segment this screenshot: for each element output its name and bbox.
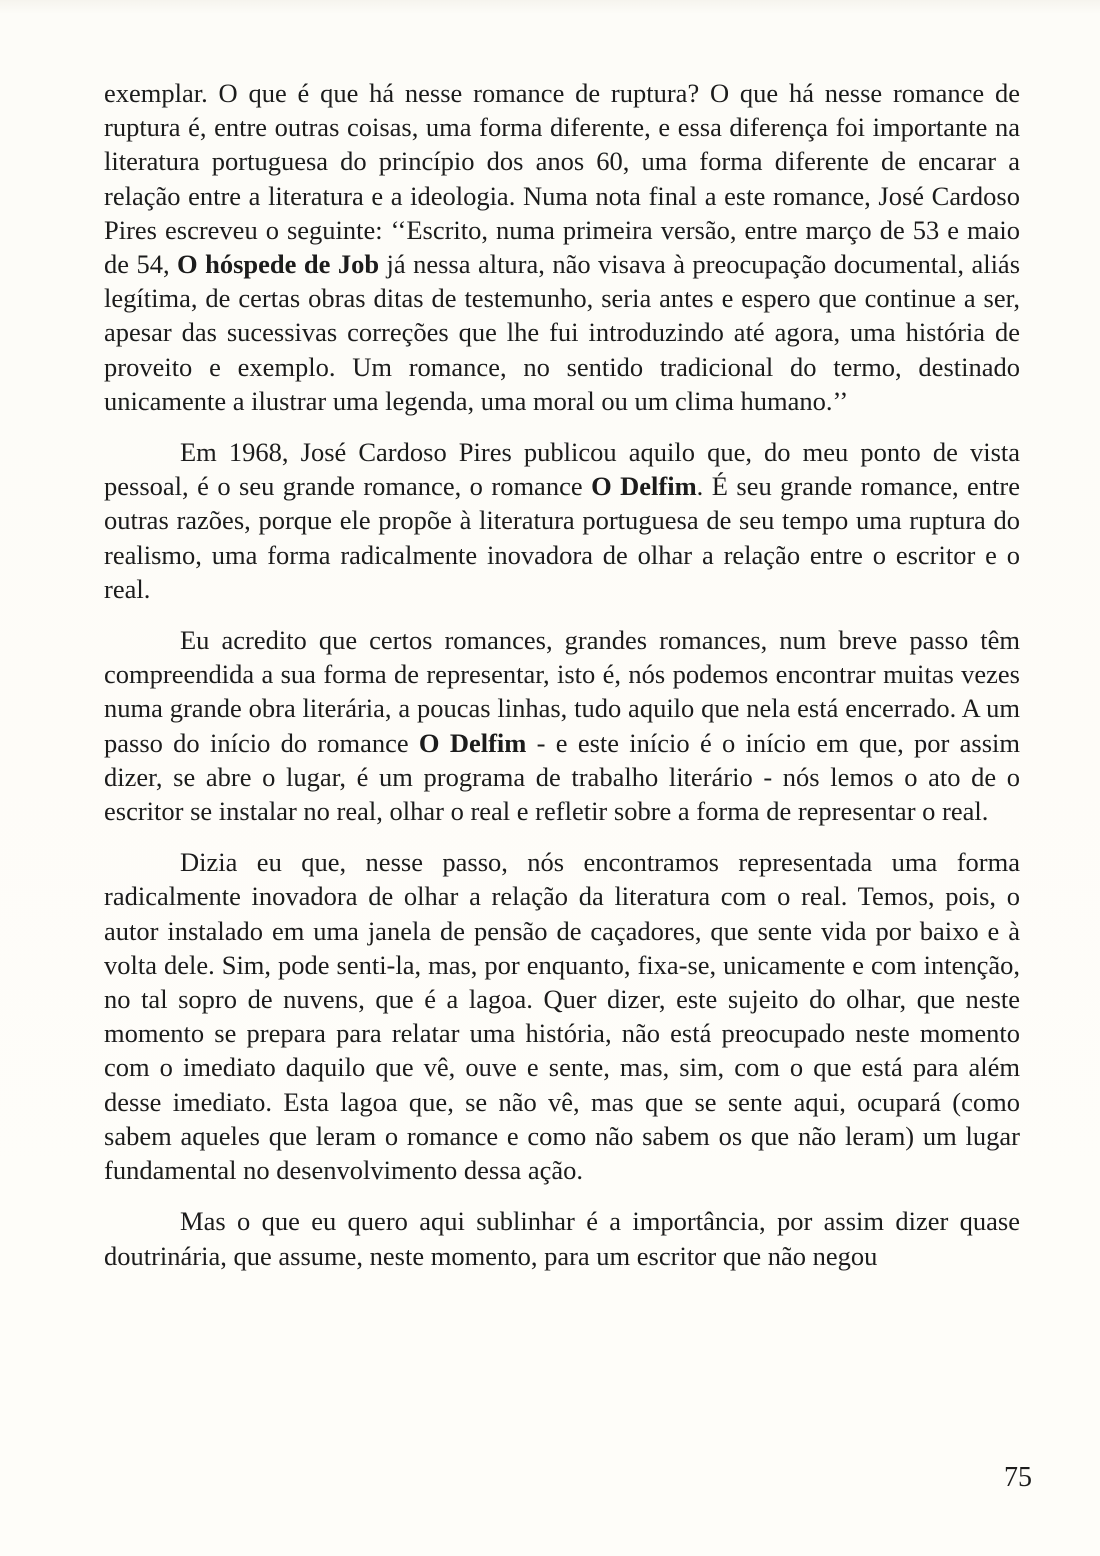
paragraph xyxy=(104,76,1020,418)
text-run: já nessa altura, não visava à preocupação documental, aliás legítima, de certas obras ditas de testemunho, seria antes e espero que continue a ser, apesar das sucessivas correções que lhe fui introduzindo até agora, uma história de proveito e exemplo. Um romance, no sentido tradicional do termo, destinado unicamente a ilustrar uma legenda, uma moral ou um clima humano.’’ xyxy=(104,249,1021,416)
text-run: - e este início é o início em que, por assim dizer, se abre o lugar, é um programa de trabalho literário - nós lemos o ato de o escritor se instalar no real, olhar o real e refletir sobre a forma de representar o real. xyxy=(104,727,1021,827)
text-run: Em 1968, José Cardoso Pires publicou aquilo que, do meu ponto de vista pessoal, é o seu grande romance, o romance xyxy=(104,437,1020,502)
text-run: exemplar. O que é que há nesse romance de ruptura? O que há nesse romance de ruptura é, entre outras coisas, uma forma diferente, e essa diferença foi importante na literatura portuguesa do princípio dos anos 60, uma forma diferente de encarar a relação entre a literatura e a ideologia. Numa nota final a este romance, José Cardoso Pires escreveu o seguinte: ‘‘Escrito, numa primeira versão, entre março de 53 e maio de 54, xyxy=(104,78,1020,280)
text-run: . É seu grande romance, entre outras razões, porque ele propõe à literatura portuguesa de seu tempo uma ruptura do realismo, uma forma radicalmente inovadora de olhar a relação entre o escritor e o real. xyxy=(104,471,1021,604)
book-title-o-delfim: O Delfim xyxy=(418,727,527,758)
text-run: Mas o que eu quero aqui sublinhar é a importância, por assim dizer quase doutrinária, que assume, neste momento, para um escritor que não negou xyxy=(104,1206,1020,1271)
text-run: Dizia eu que, nesse passo, nós encontramos representada uma forma radicalmente inovadora de olhar a relação da literatura com o real. Temos, pois, o autor instalado em uma janela de pensão de caçadores, que sente vida por baixo e à volta dele. Sim, pode senti-la, mas, por enquanto, fixa-se, unicamente e com intenção, no tal sopro de nuvens, que é a lagoa. Quer dizer, este sujeito do olhar, que neste momento se prepara para relatar uma história, não está preocupado neste momento com o imediato daquilo que vê, ouve e sente, mas, sim, com o que está para além desse imediato. Esta lagoa que, se não vê, mas que se sente aqui, ocupará (como sabem aqueles que leram o romance e como não sabem os que não leram) um lugar fundamental no desenvolvimento dessa ação. xyxy=(104,847,1020,1186)
page-number: 75 xyxy=(1004,1462,1032,1493)
paragraph xyxy=(104,1204,1020,1272)
book-title-o-hospede-de-job: O hóspede de Job xyxy=(177,249,380,280)
paragraph xyxy=(104,623,1020,828)
text-run: Eu acredito que certos romances, grandes romances, num breve passo têm compreendida a sua forma de representar, isto é, nós podemos encontrar muitas vezes numa grande obra literária, a poucas linhas, tudo aquilo que nela está encerrado. A um passo do início do romance xyxy=(104,625,1020,758)
paragraph xyxy=(104,845,1020,1187)
body-text xyxy=(104,76,1020,1290)
book-title-o-delfim: O Delfim xyxy=(591,471,697,502)
paragraph xyxy=(104,435,1020,606)
